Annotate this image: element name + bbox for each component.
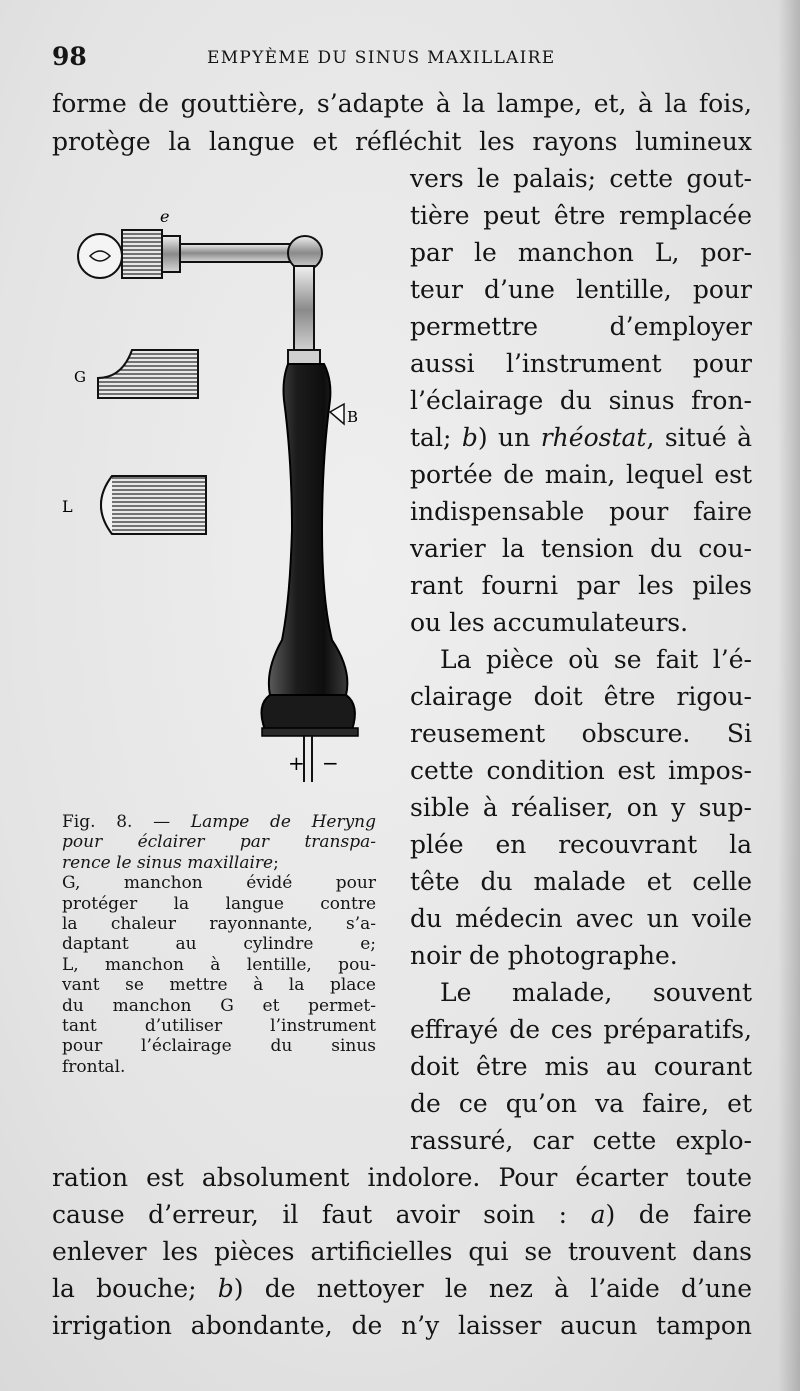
body-line: clairage doit être rigou- — [410, 682, 752, 711]
text-run: ) de faire — [605, 1200, 752, 1229]
label-plus: + — [288, 751, 305, 775]
body-line: ou les accumulateurs. — [410, 608, 689, 637]
body-line: du médecin avec un voile — [410, 904, 752, 933]
running-header — [52, 42, 752, 72]
body-line: ration est absolument indolore. Pour écarter toute — [52, 1163, 752, 1192]
body-line: rassuré, car cette explo- — [410, 1126, 752, 1155]
text-run: ) un — [477, 423, 541, 452]
elbow-joint — [288, 236, 322, 270]
body-line: forme de gouttière, s’adapte à la lampe, et, à la fois, — [52, 89, 752, 118]
body-line: de ce qu’on va faire, et — [410, 1089, 752, 1118]
text-run: tal; — [410, 423, 462, 452]
handle-base — [261, 695, 354, 730]
body-line: irrigation abondante, de n’y laisser aucun tampon — [52, 1311, 752, 1340]
body-line: varier la tension du cou- — [410, 534, 752, 563]
body-line: plée en recouvrant la — [410, 830, 752, 859]
body-line: aussi l’instrument pour — [410, 349, 752, 378]
caption-line — [62, 812, 376, 832]
body-line: enlever les pièces artificielles qui se trouvent dans — [52, 1237, 752, 1266]
body-line: indispensable pour faire — [410, 497, 752, 526]
page-gutter-shadow — [778, 0, 800, 1391]
running-title: EMPYÈME DU SINUS MAXILLAIRE — [207, 48, 556, 68]
text-run: ) de nettoyer le nez à l’aide d’une — [233, 1274, 752, 1303]
body-line: vers le palais; cette gout- — [410, 164, 752, 193]
text-run: la bouche; — [52, 1274, 218, 1303]
caption-title: rence le sinus maxillaire — [62, 852, 274, 873]
italic-letter: a — [590, 1200, 606, 1229]
caption-line: L, manchon à lentille, pou- — [62, 954, 376, 975]
caption-line: G, manchon évidé pour — [62, 873, 376, 894]
caption-line: frontal. — [62, 1056, 126, 1077]
caption-line: daptant au cylindre e; — [62, 934, 376, 955]
manchon-l — [101, 476, 206, 534]
paragraph-start-line: Le malade, souvent — [440, 978, 752, 1007]
body-line — [52, 1197, 752, 1233]
vertical-stem — [294, 266, 314, 354]
body-line: cette condition est impos- — [410, 756, 752, 785]
stem-collar — [288, 350, 320, 364]
caption-line: vant se mettre à la place — [62, 975, 376, 996]
label-l: L — [62, 497, 73, 516]
caption-line: du manchon G et permet- — [62, 995, 376, 1016]
caption-line: pour éclairer par transpa- — [62, 832, 376, 853]
caption-line: protéger la langue contre — [62, 893, 376, 914]
body-line: portée de main, lequel est — [410, 460, 752, 489]
fig-label: Fig. 8. — — [62, 812, 171, 832]
manchon-g — [98, 350, 198, 398]
body-line: doit être mis au courant — [410, 1052, 752, 1081]
body-line: reusement obscure. Si — [410, 719, 752, 748]
body-line: tête du malade et celle — [410, 867, 752, 896]
text-run: , situé à — [646, 423, 752, 452]
paragraph-start-line: La pièce où se fait l’é- — [440, 645, 752, 674]
figure-caption — [62, 812, 376, 1077]
italic-word: rhéostat — [540, 423, 647, 452]
body-line: rant fourni par les piles — [410, 571, 752, 600]
label-g: G — [74, 368, 86, 386]
italic-letter: b — [217, 1274, 234, 1303]
horizontal-arm — [180, 244, 298, 262]
body-line: protège la langue et réfléchit les rayons lumineux — [52, 127, 752, 156]
body-line: noir de photographe. — [410, 941, 678, 970]
caption-line: rence le sinus maxillaire; — [62, 852, 279, 873]
body-line — [52, 1271, 752, 1307]
label-e: e — [160, 207, 170, 226]
caption-line: la chaleur rayonnante, s’a- — [62, 914, 376, 935]
cylinder-e — [122, 230, 180, 278]
italic-letter: b — [461, 423, 478, 452]
lamp-bulb — [78, 234, 122, 278]
body-line: l’éclairage du sinus fron- — [410, 386, 752, 415]
caption-line: tant d’utiliser l’instrument — [62, 1016, 376, 1037]
caption-title: Lampe de Heryng — [190, 812, 377, 832]
label-b: B — [347, 408, 359, 426]
caption-line: pour l’éclairage du sinus — [62, 1036, 376, 1057]
text-run: cause d’erreur, il faut avoir soin : — [52, 1200, 591, 1229]
body-line: tière peut être remplacée — [410, 201, 752, 230]
heryng-lamp-figure — [60, 200, 390, 800]
body-line: par le manchon L, por- — [410, 238, 752, 267]
body-line — [410, 420, 752, 456]
body-line: teur d’une lentille, pour — [410, 275, 752, 304]
body-line: effrayé de ces préparatifs, — [410, 1015, 752, 1044]
switch-b — [330, 404, 344, 424]
body-line: sible à réaliser, on y sup- — [410, 793, 752, 822]
label-minus: − — [322, 751, 339, 775]
page-number: 98 — [52, 42, 87, 71]
body-line: permettre d’employer — [410, 312, 752, 341]
